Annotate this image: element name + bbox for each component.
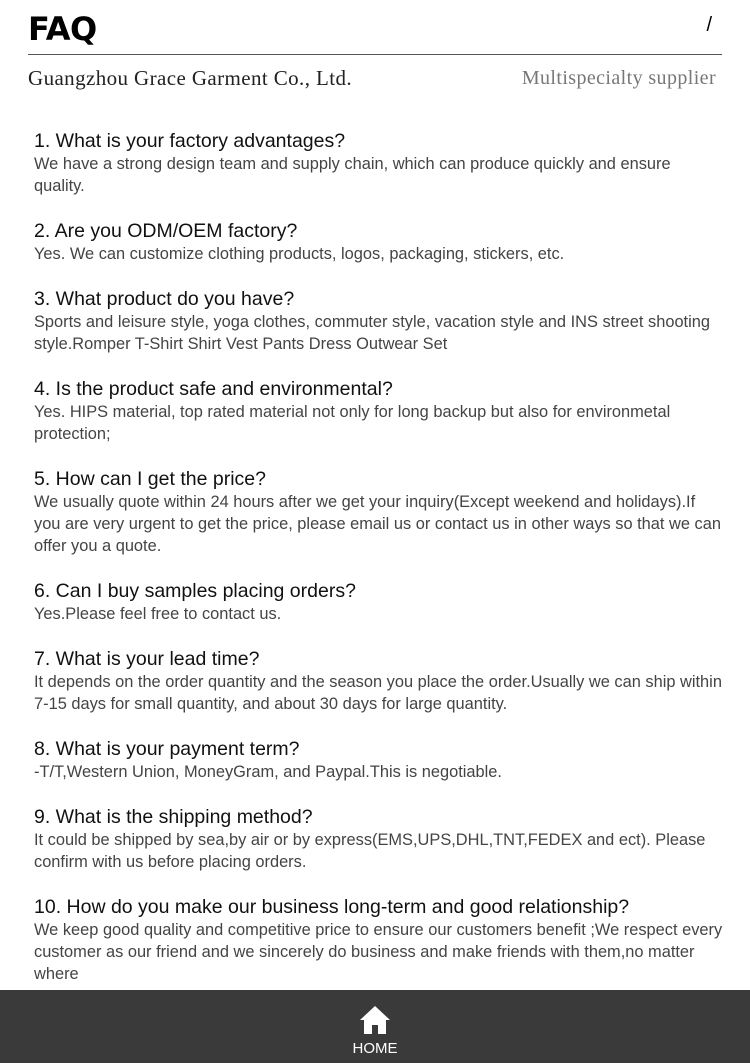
faq-item <box>34 377 724 445</box>
header-slash: / <box>706 14 712 36</box>
faq-item <box>34 129 724 197</box>
page-header <box>28 8 722 54</box>
faq-item <box>34 287 724 355</box>
faq-answer: We have a strong design team and supply chain, which can produce quickly and ensure quality. <box>34 155 671 195</box>
faq-item <box>34 737 724 783</box>
faq-item <box>34 895 724 985</box>
faq-item <box>34 647 724 715</box>
faq-question: 4. Is the product safe and environmental? <box>34 378 393 400</box>
faq-item <box>34 219 724 265</box>
company-tagline: Multispecialty supplier <box>521 67 716 89</box>
faq-question: 3. What product do you have? <box>34 288 295 310</box>
faq-question: 2. Are you ODM/OEM factory? <box>34 220 298 242</box>
home-button[interactable] <box>341 1004 409 1060</box>
faq-answer: It depends on the order quantity and the season you place the order.Usually we can ship within 7-15 days for small quantity, and about 30 days for large quantity. <box>34 673 722 713</box>
faq-item <box>34 805 724 873</box>
header-divider <box>28 54 722 55</box>
company-name: Guangzhou Grace Garment Co., Ltd. <box>28 66 353 90</box>
faq-question: 8. What is your payment term? <box>34 738 300 760</box>
faq-answer: Yes.Please feel free to contact us. <box>34 605 282 623</box>
faq-question: 1. What is your factory advantages? <box>34 130 346 152</box>
faq-answer: We keep good quality and competitive price to ensure our customers benefit ;We respect every customer as our friend and we sincerely do business and make friends with them,no matter where <box>34 921 723 983</box>
faq-question: 6. Can I buy samples placing orders? <box>34 580 356 602</box>
home-icon <box>358 1004 392 1036</box>
faq-item <box>34 579 724 625</box>
faq-question: 9. What is the shipping method? <box>34 806 313 828</box>
faq-answer: -T/T,Western Union, MoneyGram, and Paypal.This is negotiable. <box>34 763 502 781</box>
faq-item <box>34 467 724 557</box>
faq-answer: It could be shipped by sea,by air or by express(EMS,UPS,DHL,TNT,FEDEX and ect). Please confirm with us before placing orders. <box>34 831 706 871</box>
faq-question: 5. How can I get the price? <box>34 468 266 490</box>
faq-question: 7. What is your lead time? <box>34 648 260 670</box>
footer-bar <box>0 990 750 1063</box>
home-label: HOME <box>352 1040 398 1057</box>
faq-answer: Yes. HIPS material, top rated material not only for long backup but also for environmetal protection; <box>34 403 671 443</box>
faq-answer: Sports and leisure style, yoga clothes, commuter style, vacation style and INS street shooting style.Romper T-Shirt Shirt Vest Pants Dress Outwear Set <box>34 313 710 353</box>
faq-question: 10. How do you make our business long-term and good relationship? <box>34 896 630 918</box>
faq-list <box>34 129 724 1007</box>
faq-answer: Yes. We can customize clothing products, logos, packaging, stickers, etc. <box>34 245 565 263</box>
faq-answer: We usually quote within 24 hours after we get your inquiry(Except weekend and holidays).If you are very urgent to get the price, please email us or contact us in other ways so that we can offer you a quote. <box>34 493 721 555</box>
page-title: FAQ <box>28 10 97 48</box>
